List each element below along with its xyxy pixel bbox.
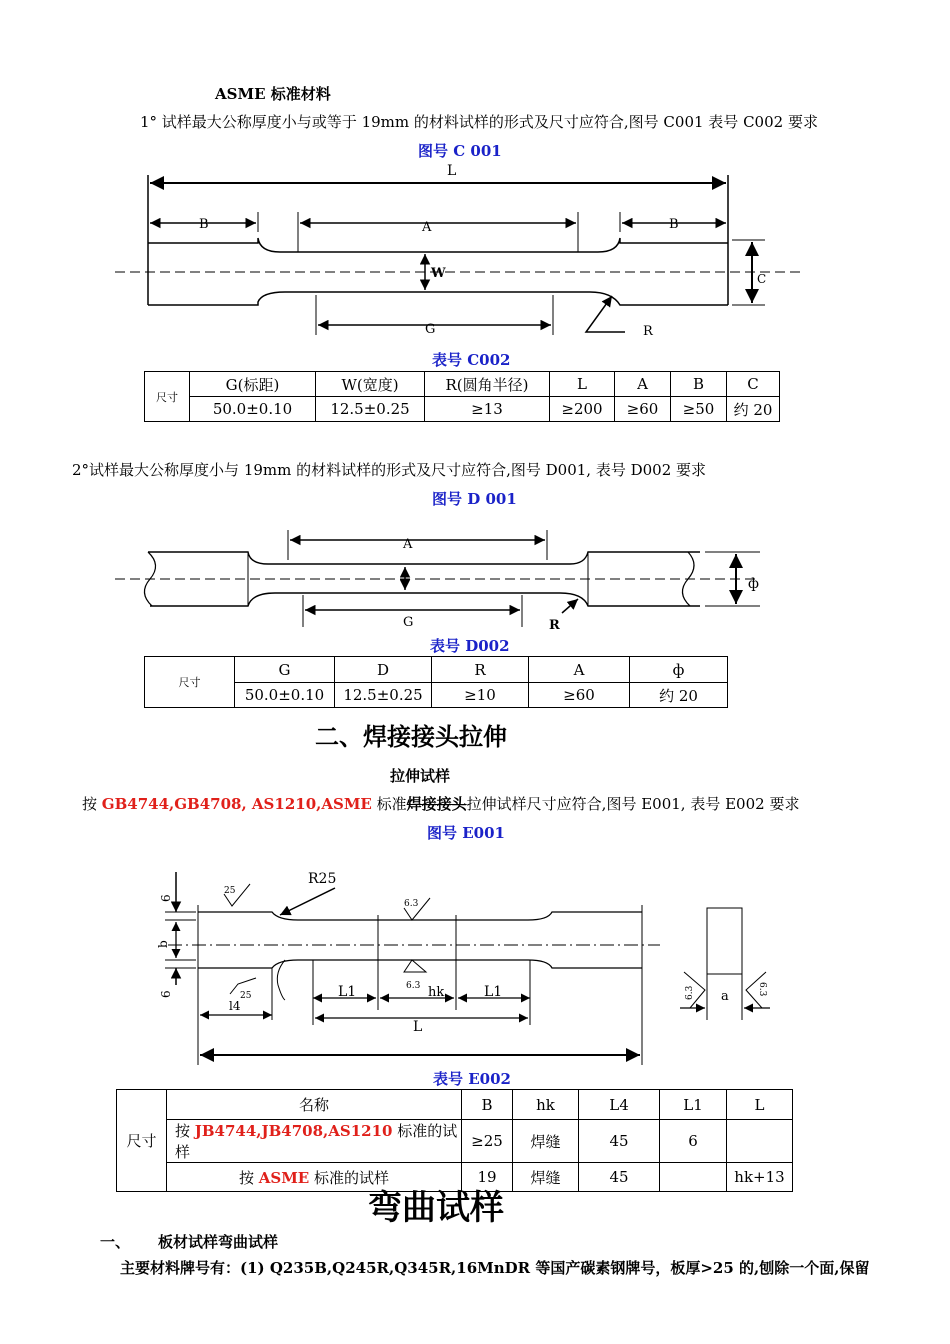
header-cell: ф [630, 657, 728, 683]
header-cell: L [727, 1090, 793, 1120]
value-cell: ≥200 [550, 397, 615, 422]
table-d002 [144, 656, 728, 708]
section-heading-asme: ASME 标准材料 [215, 85, 331, 103]
value-cell: 焊缝 [513, 1120, 579, 1163]
value-cell: 12.5±0.25 [316, 397, 425, 422]
value-cell: 焊缝 [513, 1163, 579, 1192]
row-header: 尺寸 [117, 1090, 167, 1192]
header-cell: R(圆角半径) [425, 372, 550, 397]
header-cell: L [550, 372, 615, 397]
weld-standard-line: 按 GB4744,GB4708, AS1210,ASME 标准焊接接头拉伸试样尺寸应符合,图号 E001, 表号 E002 要求 [82, 795, 800, 813]
roughness-63-right: 6.3 [757, 982, 767, 997]
dim-letter-L: L [447, 163, 457, 179]
figure-label-d001: 图号 D 001 [432, 490, 517, 508]
header-cell: G [235, 657, 335, 683]
table-label-d002: 表号 D002 [430, 637, 510, 655]
header-cell: R [432, 657, 529, 683]
name-cell: 按 ASME 标准的试样 [167, 1163, 462, 1192]
header-cell: 名称 [167, 1090, 462, 1120]
dim-label-6-top: 6 [159, 894, 173, 902]
header-cell: A [529, 657, 630, 683]
value-cell: hk+13 [727, 1163, 793, 1192]
item-1-text: 1° 试样最大公称厚度小与或等于 19mm 的材料试样的形式及尺寸应符合,图号 C001 表号 C002 要求 [140, 113, 818, 131]
value-cell: 约 20 [630, 683, 728, 708]
header-cell: C [727, 372, 780, 397]
subtitle-tensile-specimen: 拉伸试样 [390, 767, 451, 785]
side-view-label-a: a [721, 989, 729, 1004]
header-cell: A [615, 372, 671, 397]
roughness-63-mid: 6.3 [406, 981, 421, 991]
roughness-25-top: 25 [224, 886, 236, 896]
item-number: 一、 [100, 1233, 131, 1251]
diagram-d001 [0, 515, 950, 635]
section-title-bend: 弯曲试样 [368, 1188, 504, 1228]
value-cell: 6 [660, 1120, 727, 1163]
value-cell: ≥13 [425, 397, 550, 422]
value-cell: ≥25 [462, 1120, 513, 1163]
roughness-63-left: 6.3 [685, 985, 695, 1000]
material-grades-text: 主要材料牌号有：(1) Q235B,Q245R,Q345R,16MnDR 等国产碳素钢牌号，板厚>25 的,刨除一个面,保留 [120, 1259, 870, 1277]
value-cell: 50.0±0.10 [190, 397, 316, 422]
dim-label-hk: hk [428, 985, 445, 1000]
dim-label-6-bottom: 6 [159, 990, 173, 998]
section-title-weld-tensile: 二、焊接接头拉伸 [315, 722, 507, 751]
name-cell: 按 JB4744,JB4708,AS1210 标准的试样 [167, 1120, 462, 1163]
dim-label-R25: R25 [308, 871, 337, 887]
value-cell: 45 [579, 1120, 660, 1163]
dim-letter-A: A [422, 220, 432, 235]
dim-letter-W: W [431, 266, 446, 281]
header-cell: G(标距) [190, 372, 316, 397]
table-c002 [144, 371, 780, 422]
dim-letter-G: G [403, 615, 414, 630]
dim-label-L: L [413, 1019, 423, 1035]
diagram-e001 [0, 860, 950, 1070]
header-cell: B [462, 1090, 513, 1120]
dim-letter-G: G [425, 322, 436, 337]
value-cell: 19 [462, 1163, 513, 1192]
table-label-c002: 表号 C002 [432, 351, 511, 369]
diagram-c001 [0, 0, 950, 345]
item-2-text: 2°试样最大公称厚度小与 19mm 的材料试样的形式及尺寸应符合,图号 D001, 表号 D002 要求 [72, 461, 707, 479]
item-title-plate-bend: 板材试样弯曲试样 [158, 1233, 279, 1251]
header-cell: D [335, 657, 432, 683]
header-cell: hk [513, 1090, 579, 1120]
dim-label-L1-right: L1 [484, 984, 503, 1000]
figure-label-e001: 图号 E001 [427, 824, 505, 842]
value-cell: 50.0±0.10 [235, 683, 335, 708]
table-label-e002: 表号 E002 [433, 1070, 511, 1088]
header-cell: B [671, 372, 727, 397]
value-cell: ≥60 [529, 683, 630, 708]
dim-letter-A: A [403, 537, 413, 552]
value-cell [660, 1163, 727, 1192]
value-cell: ≥50 [671, 397, 727, 422]
value-cell: ≥10 [432, 683, 529, 708]
header-cell: W(宽度) [316, 372, 425, 397]
dim-letter-C: C [757, 272, 767, 286]
dim-letter-B-right: B [669, 217, 679, 232]
row-header: 尺寸 [145, 657, 235, 708]
value-cell: 12.5±0.25 [335, 683, 432, 708]
dim-letter-phi: ф [748, 576, 759, 592]
row-header: 尺寸 [145, 372, 190, 422]
figure-label-c001: 图号 C 001 [418, 142, 502, 160]
dim-label-l4: l4 [229, 999, 241, 1013]
dim-letter-B-left: B [199, 217, 209, 232]
table-e002 [116, 1089, 793, 1192]
roughness-25-bottom: 25 [240, 991, 252, 1001]
value-cell [727, 1120, 793, 1163]
header-cell: L1 [660, 1090, 727, 1120]
dim-letter-R: R [549, 618, 560, 633]
header-cell: L4 [579, 1090, 660, 1120]
value-cell: 约 20 [727, 397, 780, 422]
roughness-63-top: 6.3 [404, 899, 419, 909]
value-cell: 45 [579, 1163, 660, 1192]
value-cell: ≥60 [615, 397, 671, 422]
dim-label-L1-left: L1 [338, 984, 357, 1000]
dim-label-b: b [156, 940, 170, 948]
dim-letter-R: R [643, 324, 653, 339]
